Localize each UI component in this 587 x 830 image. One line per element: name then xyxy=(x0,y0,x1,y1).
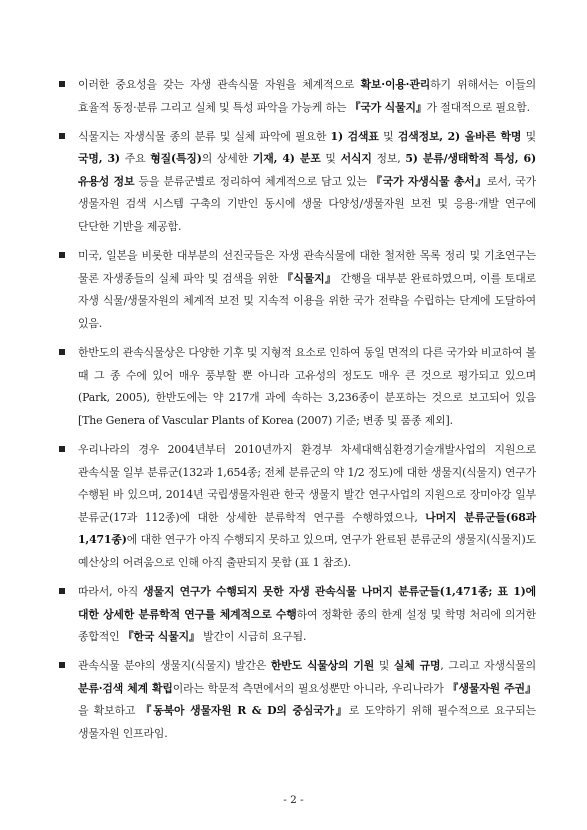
bold-text-segment: 나머지 분류군들(68과 1,471종) xyxy=(78,510,537,547)
text-segment: 이러한 중요성을 갖는 자생 관속식물 자원을 체계적으로 xyxy=(78,78,361,91)
square-bullet-icon xyxy=(59,81,65,87)
paragraph-text xyxy=(78,245,536,335)
bold-text-segment: 확보·이용·관리 xyxy=(360,78,431,91)
text-segment: 정보, xyxy=(371,152,406,166)
paragraph-text xyxy=(78,126,536,239)
text-segment: 하기 위해서는 이들의 효율적 동정·분류 그리고 실체 및 특성 파악을 가능케 하는 xyxy=(78,78,536,114)
paragraph-text xyxy=(78,581,536,649)
bullet-paragraph-2 xyxy=(58,126,536,239)
text-segment: 을 확보하고 xyxy=(78,704,141,718)
square-bullet-icon xyxy=(59,252,65,258)
bold-text-segment: 국명, 3) xyxy=(78,152,120,166)
bold-text-segment: 서식지 xyxy=(340,152,372,166)
square-bullet-icon xyxy=(59,588,65,594)
bold-text-segment: 『동북아 생물자원 R & D의 중심국가』 xyxy=(140,704,349,718)
bold-text-segment: 5) 분류/생태학적 특성, 6) 유용성 정보 xyxy=(78,152,536,188)
text-segment: 식물지는 자생식물 종의 분류 및 실체 파악에 필요한 xyxy=(78,129,331,143)
bold-text-segment: 기재, 4) 분포 xyxy=(252,152,321,166)
bullet-paragraph-4 xyxy=(58,342,536,432)
text-segment: 및 xyxy=(378,129,398,143)
bold-text-segment: 한반도 식물상의 기원 xyxy=(270,659,375,673)
bold-text-segment: 『국가 식물지』 xyxy=(349,100,427,114)
bullet-paragraph-7 xyxy=(58,655,536,745)
text-segment: 따라서, 아직 xyxy=(78,584,144,598)
bullet-paragraph-1 xyxy=(58,74,536,119)
text-segment: 등을 분류군별로 정리하여 체계적으로 담고 있는 xyxy=(134,174,371,188)
bold-text-segment: 생물지 연구가 수행되지 못한 자생 관속식물 나머지 분류군들(1,471종; 표 1)에 대한 상세한 분류학적 연구를 체계적으로 수행 xyxy=(78,584,536,621)
square-bullet-icon xyxy=(59,662,65,668)
text-segment: 주요 xyxy=(119,152,151,166)
paragraph-text xyxy=(78,655,536,745)
text-segment: 로 도약하기 위해 필수적으로 요구되는 생물자원 인프라임. xyxy=(78,704,536,741)
square-bullet-icon xyxy=(59,446,65,452)
text-segment: 이라는 학문적 측면에서의 필요성뿐만 아니라, 우리나라가 xyxy=(172,681,448,695)
bold-text-segment: 『생물자원 주권』 xyxy=(447,681,536,695)
bold-text-segment: 분류·검색 체계 확립 xyxy=(78,681,173,695)
paragraph-text xyxy=(78,74,536,119)
text-segment: 및 xyxy=(521,129,536,143)
text-segment: 하여 정확한 종의 한계 설정 및 학명 처리에 의거한 종합적인 xyxy=(78,607,537,644)
text-segment: 에 대한 연구가 아직 수행되지 못하고 있으며, 연구가 완료된 분류군의 생물지(식물지)도 예산상의 어려움으로 인해 아직 출판되지 못함 (표 1 참조). xyxy=(78,533,536,569)
paragraph-text xyxy=(78,439,536,575)
bullet-paragraph-3 xyxy=(58,245,536,335)
square-bullet-icon xyxy=(59,349,65,355)
text-segment: 한반도의 관속식물상은 다양한 기후 및 지형적 요소로 인하여 동일 면적의 다른 국가와 비교하여 볼 때 그 종 수에 있어 매우 풍부할 뿐 아니라 고유성의 정도도 매우 큰 것으로 평가되고 있으며 (Park, 2005), 한반도에는 약 217개 과에 속하는 3,236종이 분포하는 것으로 보고되어 있음 [The Genera of Vascular Plants of Korea (2007) 기준; 변종 및 품종 제외]. xyxy=(78,346,536,427)
text-segment: 관속식물 분야의 생물지(식물지) 발간은 xyxy=(78,659,271,673)
text-segment: 우리나라의 경우 2004년부터 2010년까지 환경부 차세대핵심환경기술개발사업의 지원으로 관속식물 일부 분류군(132과 1,654종; 전체 분류군의 약 1/2 정도)에 대한 생물지(식물지) 연구가 수행된 바 있으며, 2014년 국립생물자원관 한국 생물지 발간 연구사업의 지원으로 장미아강 일부 분류군(17과 112종)에 대한 상세한 분류학적 연구를 수행하였으나, xyxy=(78,442,536,524)
page-number: - 2 - xyxy=(283,794,304,806)
bold-text-segment: 형질(특징) xyxy=(150,152,202,166)
text-segment: 미국, 일본을 비롯한 대부분의 선진국들은 자생 관속식물에 대한 철저한 목록 정리 및 기초연구는 물론 자생종들의 실체 파악 및 검색을 위한 xyxy=(78,249,536,285)
text-segment: 가 절대적으로 필요함. xyxy=(426,100,530,114)
bold-text-segment: 『한국 식물지』 xyxy=(122,630,200,644)
text-segment: 로서, 국가 생물자원 검색 시스템 구축의 기반인 동시에 생물 다양성/생물자원 보전 및 응용·개발 연구에 단단한 기반을 제공함. xyxy=(78,174,536,234)
text-segment: 발간이 시급히 요구됨. xyxy=(199,630,307,644)
bold-text-segment: 『식물지』 xyxy=(282,271,337,285)
bold-text-segment: 1) 검색표 xyxy=(330,129,379,143)
bullet-paragraph-6 xyxy=(58,581,536,649)
paragraph-text xyxy=(78,342,536,432)
bold-text-segment: 검색정보, 2) 올바른 학명 xyxy=(397,129,522,143)
text-segment: 및 xyxy=(320,152,341,166)
text-segment: , 그리고 자생식물의 xyxy=(440,659,536,673)
bold-text-segment: 『국가 자생식물 총서』 xyxy=(370,174,488,188)
text-segment: 의 상세한 xyxy=(201,152,253,166)
bold-text-segment: 실체 규명 xyxy=(393,659,441,673)
text-segment: 및 xyxy=(374,659,394,673)
bullet-paragraph-5 xyxy=(58,439,536,575)
body-content xyxy=(58,74,536,752)
square-bullet-icon xyxy=(59,133,65,139)
text-segment: 간행을 대부분 완료하였으며, 이를 토대로 자생 식물/생물자원의 체계적 보전 및 지속적 이용을 위한 국가 전략을 수립하는 단계에 도달하여 있음. xyxy=(78,271,536,330)
